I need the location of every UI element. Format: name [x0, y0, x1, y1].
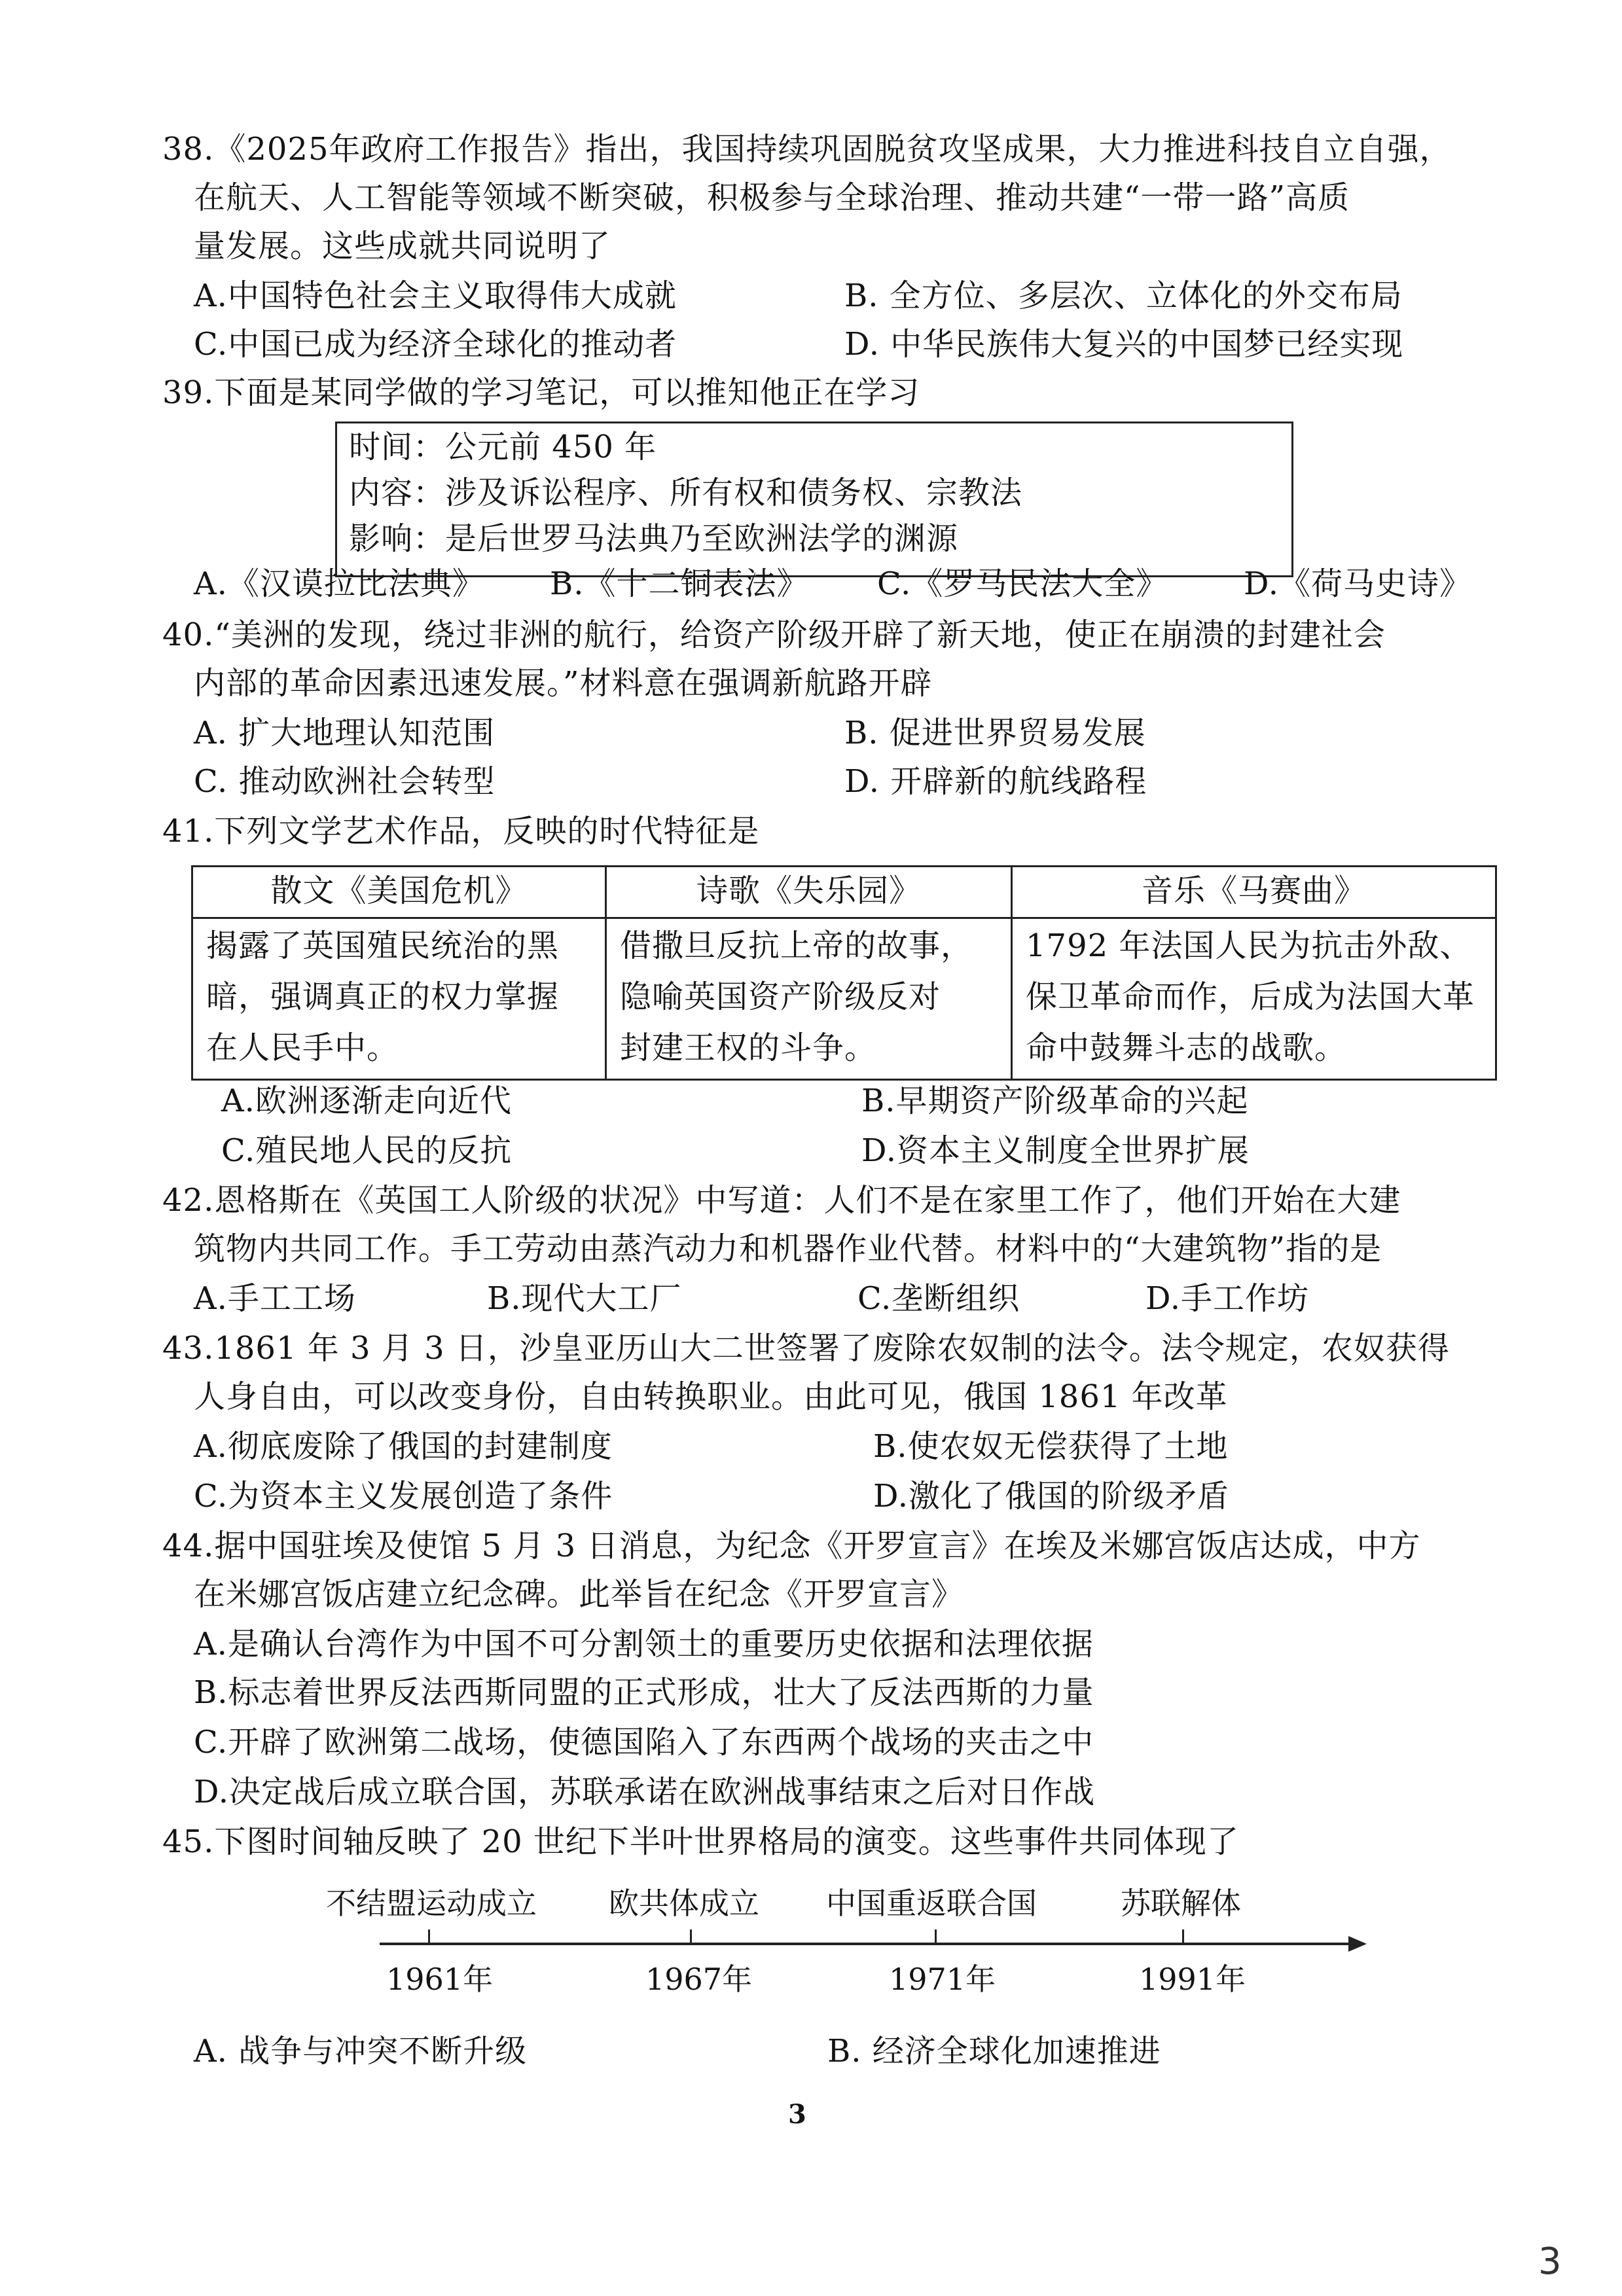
q39-note-impact: 影响：是后世罗马法典乃至欧洲法学的渊源: [349, 520, 959, 557]
q38-stem-line1: 38.《2025年政府工作报告》指出，我国持续巩固脱贫攻坚成果，大力推进科技自立自强，: [162, 131, 1452, 168]
timeline-year-label: 1961年: [386, 1962, 494, 1997]
q39-option-a[interactable]: A.《汉谟拉比法典》: [194, 565, 484, 602]
q38-option-a[interactable]: A.中国特色社会主义取得伟大成就: [194, 278, 677, 314]
q45-option-a[interactable]: A. 战争与冲突不断升级: [194, 2033, 528, 2070]
q40-stem-line1: 40.“美洲的发现，绕过非洲的航行，给资产阶级开辟了新天地，使正在崩溃的封建社会: [162, 617, 1386, 653]
q40-option-a[interactable]: A. 扩大地理认知范围: [194, 715, 496, 751]
q42-stem-line1: 42.恩格斯在《英国工人阶级的状况》中写道：人们不是在家里工作了，他们开始在大建: [162, 1182, 1401, 1219]
q44-stem-line2: 在米娜宫饭店建立纪念碑。此举旨在纪念《开罗宣言》: [194, 1576, 964, 1613]
q43-option-c[interactable]: C.为资本主义发展创造了条件: [194, 1478, 613, 1515]
q43-stem-line1: 43.1861 年 3 月 3 日，沙皇亚历山大二世签署了废除农奴制的法令。法令规定，农奴获得: [162, 1330, 1450, 1367]
cell-line: 借撒旦反抗上帝的故事，: [620, 927, 973, 964]
q39-note-content: 内容：涉及诉讼程序、所有权和债务权、宗教法: [349, 475, 1023, 511]
table-row: [192, 918, 1496, 1080]
timeline-tick: [428, 1929, 430, 1944]
q40-option-b[interactable]: B. 促进世界贸易发展: [844, 715, 1146, 751]
cell-line: 揭露了英国殖民统治的黑: [206, 927, 560, 964]
cell-line: 封建王权的斗争。: [620, 1030, 877, 1066]
q44-option-b[interactable]: B.标志着世界反法西斯同盟的正式形成，壮大了反法西斯的力量: [194, 1674, 1094, 1711]
q38-option-b[interactable]: B. 全方位、多层次、立体化的外交布局: [844, 278, 1403, 314]
cell-line: 1792 年法国人民为抗击外敌、: [1026, 927, 1472, 964]
q43-option-d[interactable]: D.激化了俄国的阶级矛盾: [873, 1478, 1230, 1515]
q39-stem: 39.下面是某同学做的学习笔记，可以推知他正在学习: [162, 374, 920, 411]
timeline-event-label: 欧共体成立: [609, 1886, 759, 1921]
q42-option-a[interactable]: A.手工工场: [194, 1280, 356, 1317]
page-number: 3: [788, 2099, 806, 2130]
table-cell-paradise-lost: [606, 918, 1012, 1080]
q38-stem-line2: 在航天、人工智能等领域不断突破，积极参与全球治理、推动共建“一带一路”高质: [194, 179, 1350, 216]
timeline-arrow-icon: [1348, 1936, 1367, 1952]
table-header-cell: 散文《美国危机》: [192, 867, 606, 918]
q42-option-d[interactable]: D.手工作坊: [1145, 1280, 1310, 1317]
q42-option-c[interactable]: C.垄断组织: [857, 1280, 1020, 1317]
timeline-year-label: 1967年: [645, 1962, 753, 1997]
q39-study-note-box: [335, 422, 1293, 577]
q44-option-a[interactable]: A.是确认台湾作为中国不可分割领土的重要历史依据和法理依据: [194, 1626, 1094, 1662]
timeline-year-label: 1991年: [1139, 1962, 1246, 1997]
timeline-tick: [690, 1929, 692, 1944]
q39-option-b[interactable]: B.《十二铜表法》: [550, 565, 809, 602]
q43-option-b[interactable]: B.使农奴无偿获得了土地: [873, 1428, 1229, 1465]
timeline-tick: [1182, 1929, 1184, 1944]
corner-page-number: 3: [1538, 2240, 1562, 2283]
cell-line: 在人民手中。: [206, 1030, 399, 1066]
cell-line: 保卫革命而作，后成为法国大革: [1026, 978, 1475, 1015]
timeline-tick: [935, 1929, 937, 1944]
q41-option-b[interactable]: B.早期资产阶级革命的兴起: [861, 1083, 1249, 1119]
q41-works-table: [191, 865, 1497, 1081]
q39-note-time: 时间：公元前 450 年: [349, 429, 657, 465]
timeline-event-label: 苏联解体: [1121, 1886, 1241, 1921]
q38-option-c[interactable]: C.中国已成为经济全球化的推动者: [194, 326, 677, 363]
q38-option-d[interactable]: D. 中华民族伟大复兴的中国梦已经实现: [844, 326, 1404, 363]
table-header-cell: 诗歌《失乐园》: [606, 867, 1012, 918]
q41-option-d[interactable]: D.资本主义制度全世界扩展: [861, 1132, 1250, 1169]
cell-line: 命中鼓舞斗志的战歌。: [1026, 1030, 1347, 1066]
timeline-axis: [380, 1943, 1351, 1945]
q38-stem-line3: 量发展。这些成就共同说明了: [194, 228, 611, 264]
cell-line: 暗，强调真正的权力掌握: [206, 978, 560, 1015]
timeline-event-label: 不结盟运动成立: [326, 1886, 537, 1921]
q41-option-a[interactable]: A.欧洲逐渐走向近代: [221, 1083, 512, 1119]
table-cell-american-crisis: [192, 918, 606, 1080]
q40-stem-line2: 内部的革命因素迅速发展。”材料意在强调新航路开辟: [194, 665, 933, 702]
q40-option-c[interactable]: C. 推动欧洲社会转型: [194, 763, 496, 800]
q40-option-d[interactable]: D. 开辟新的航线路程: [844, 763, 1147, 800]
q41-option-c[interactable]: C.殖民地人民的反抗: [221, 1132, 513, 1169]
q44-stem-line1: 44.据中国驻埃及使馆 5 月 3 日消息，为纪念《开罗宣言》在埃及米娜宫饭店达成，中方: [162, 1528, 1421, 1564]
table-header-cell: 音乐《马赛曲》: [1012, 867, 1496, 918]
q44-option-c[interactable]: C.开辟了欧洲第二战场，使德国陷入了东西两个战场的夹击之中: [194, 1724, 1094, 1761]
q44-option-d[interactable]: D.决定战后成立联合国，苏联承诺在欧洲战事结束之后对日作战: [194, 1774, 1096, 1810]
timeline-event-label: 中国重返联合国: [826, 1886, 1037, 1921]
q45-stem: 45.下图时间轴反映了 20 世纪下半叶世界格局的演变。这些事件共同体现了: [162, 1823, 1239, 1860]
q43-option-a[interactable]: A.彻底废除了俄国的封建制度: [194, 1428, 613, 1465]
table-cell-marseillaise: [1012, 918, 1496, 1080]
q41-stem: 41.下列文学艺术作品，反映的时代特征是: [162, 813, 760, 850]
timeline-year-label: 1971年: [889, 1962, 996, 1997]
q42-option-b[interactable]: B.现代大工厂: [487, 1280, 682, 1317]
q43-stem-line2: 人身自由，可以改变身份，自由转换职业。由此可见，俄国 1861 年改革: [194, 1378, 1228, 1415]
cell-line: 隐喻英国资产阶级反对: [620, 978, 941, 1015]
q42-stem-line2: 筑物内共同工作。手工劳动由蒸汽动力和机器作业代替。材料中的“大建筑物”指的是: [194, 1230, 1382, 1267]
q45-option-b[interactable]: B. 经济全球化加速推进: [827, 2033, 1161, 2070]
table-header-row: [192, 867, 1496, 918]
q39-option-c[interactable]: C.《罗马民法大全》: [877, 565, 1168, 602]
q39-option-d[interactable]: D.《荷马史诗》: [1244, 565, 1472, 602]
